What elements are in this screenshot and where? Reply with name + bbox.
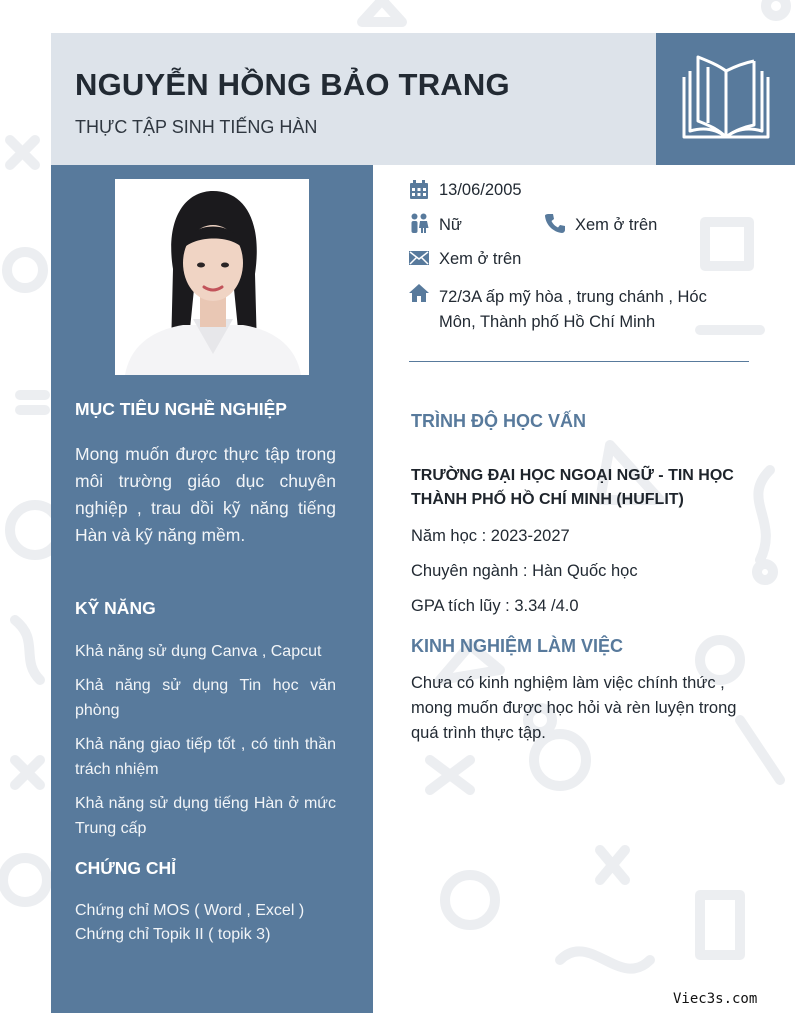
email-row bbox=[373, 249, 753, 273]
main-content bbox=[373, 165, 800, 1013]
gender-phone-row bbox=[373, 215, 773, 239]
candidate-name: NGUYỄN HỒNG BẢO TRANG bbox=[75, 67, 510, 102]
skill-item: Khả năng sử dụng tiếng Hàn ở mức Trung cấp bbox=[75, 795, 336, 837]
experience-text: Chưa có kinh nghiệm làm việc chính thức , mong muốn được học hỏi và rèn luyện trong quá trình thực tập. bbox=[411, 674, 737, 742]
people-icon bbox=[409, 213, 429, 233]
skills-heading: KỸ NĂNG bbox=[75, 598, 156, 618]
phone-value: Xem ở trên bbox=[575, 216, 658, 234]
education-heading: TRÌNH ĐỘ HỌC VẤN bbox=[411, 411, 586, 431]
certificates-heading: CHỨNG CHỈ bbox=[75, 858, 177, 878]
open-book-icon bbox=[678, 51, 774, 143]
header-banner bbox=[51, 33, 656, 165]
header-icon-box bbox=[656, 33, 795, 165]
certificate-item: Chứng chỉ MOS ( Word , Excel ) bbox=[75, 902, 305, 919]
watermark: Viec3s.com bbox=[673, 991, 758, 1007]
gpa: GPA tích lũy : 3.34 /4.0 bbox=[411, 597, 579, 615]
email-value: Xem ở trên bbox=[439, 250, 522, 268]
gender-value: Nữ bbox=[439, 216, 462, 234]
envelope-icon bbox=[409, 248, 429, 268]
birthday-row bbox=[373, 180, 753, 204]
phone-icon bbox=[545, 213, 565, 233]
job-title: THỰC TẬP SINH TIẾNG HÀN bbox=[75, 117, 318, 137]
home-icon bbox=[409, 283, 429, 303]
skill-item: Khả năng sử dụng Canva , Capcut bbox=[75, 643, 322, 660]
birthday-value: 13/06/2005 bbox=[439, 181, 522, 199]
address-row bbox=[373, 285, 753, 337]
objective-text: Mong muốn được thực tập trong môi trường giáo dục chuyên nghiệp , trau dồi kỹ năng tiếng Hàn và kỹ năng mềm. bbox=[75, 444, 336, 545]
left-sidebar bbox=[51, 165, 373, 1013]
calendar-icon bbox=[409, 180, 429, 200]
skills-list bbox=[75, 639, 336, 850]
major: Chuyên ngành : Hàn Quốc học bbox=[411, 562, 638, 580]
skill-item: Khả năng sử dụng Tin học văn phòng bbox=[75, 677, 336, 719]
school-name: TRƯỜNG ĐẠI HỌC NGOẠI NGỮ - TIN HỌC THÀNH PHỐ HỒ CHÍ MINH (HUFLIT) bbox=[411, 467, 734, 508]
certificates-list bbox=[75, 899, 336, 947]
section-divider bbox=[409, 361, 749, 362]
address-value: 72/3A ấp mỹ hòa , trung chánh , Hóc Môn, Thành phố Hồ Chí Minh bbox=[439, 288, 707, 331]
study-years: Năm học : 2023-2027 bbox=[411, 527, 570, 545]
objective-heading: MỤC TIÊU NGHỀ NGHIỆP bbox=[75, 399, 287, 419]
skill-item: Khả năng giao tiếp tốt , có tinh thần trách nhiệm bbox=[75, 736, 336, 778]
experience-heading: KINH NGHIỆM LÀM VIỆC bbox=[411, 636, 624, 656]
certificate-item: Chứng chỉ Topik II ( topik 3) bbox=[75, 926, 271, 943]
profile-photo bbox=[115, 179, 309, 375]
